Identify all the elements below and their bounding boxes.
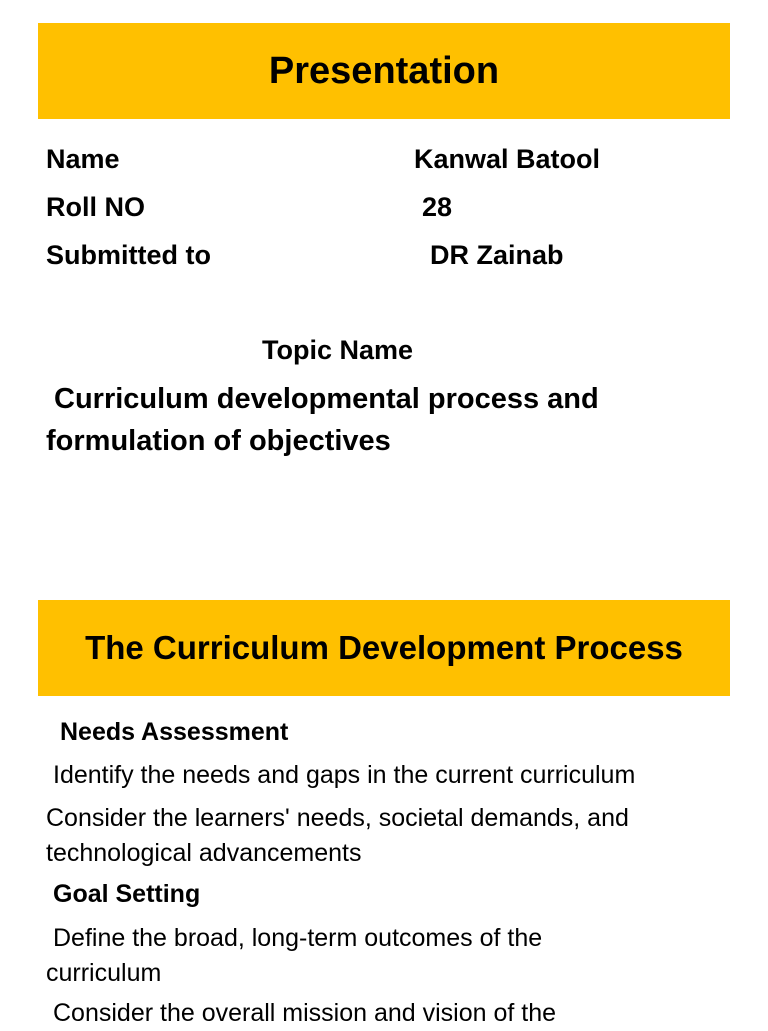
presentation-title-banner <box>38 23 730 119</box>
needs-assessment-heading: Needs Assessment <box>60 718 289 746</box>
needs-point-2-line-2: technological advancements <box>46 839 362 867</box>
submitted-to-value: DR Zainab <box>430 240 564 270</box>
goal-point-1-line-1: Define the broad, long-term outcomes of the <box>53 924 543 952</box>
roll-no-label: Roll NO <box>46 192 145 222</box>
topic-line-2: formulation of objectives <box>46 425 391 457</box>
needs-point-2-line-1: Consider the learners' needs, societal demands, and <box>46 804 629 832</box>
topic-line-1: Curriculum developmental process and <box>54 383 599 415</box>
presentation-title: Presentation <box>268 49 500 92</box>
name-value: Kanwal Batool <box>414 144 601 174</box>
process-title: The Curriculum Development Process <box>85 629 683 666</box>
needs-point-1: Identify the needs and gaps in the current curriculum <box>53 761 636 789</box>
name-label: Name <box>46 144 120 174</box>
submitted-to-label: Submitted to <box>46 240 211 270</box>
goal-point-2-line-1: Consider the overall mission and vision of the <box>53 999 557 1027</box>
goal-point-1-line-2: curriculum <box>46 959 162 987</box>
process-title-banner <box>38 600 730 696</box>
roll-no-value: 28 <box>422 192 453 222</box>
topic-heading: Topic Name <box>262 335 414 365</box>
goal-setting-heading: Goal Setting <box>53 880 201 908</box>
